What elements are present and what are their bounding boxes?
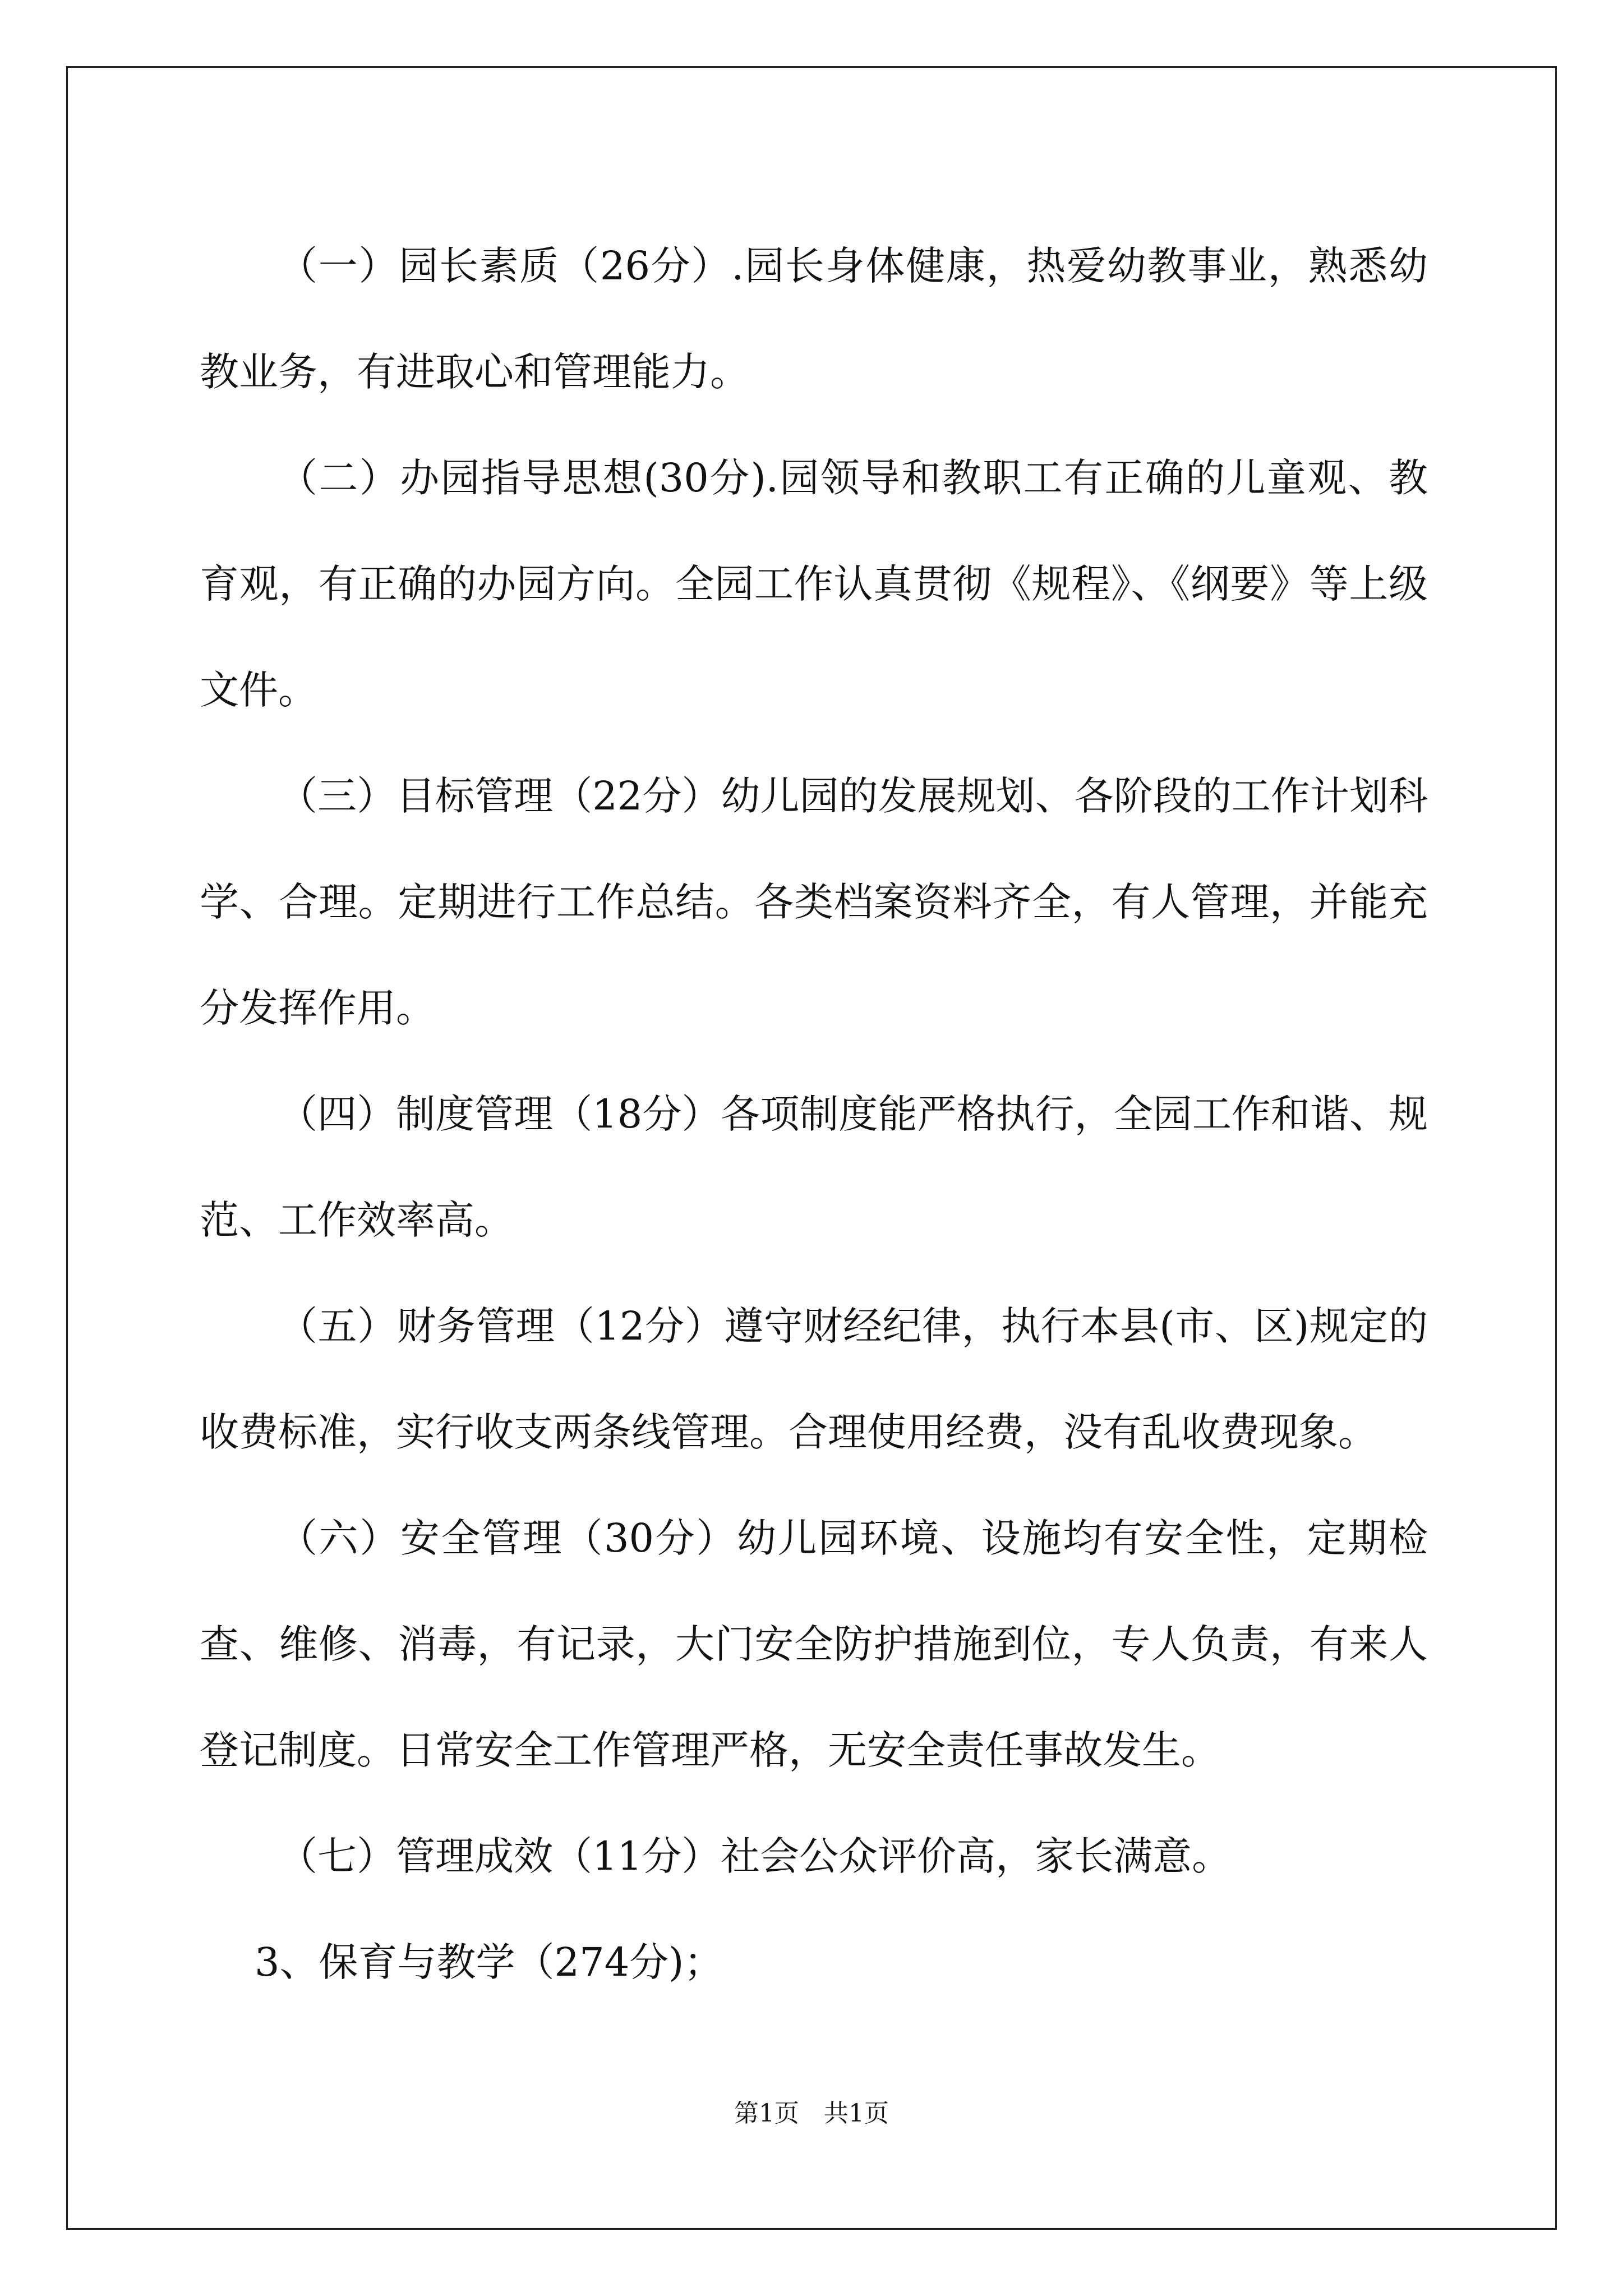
page-total: 共1页 (824, 2099, 889, 2128)
paragraph-care-and-teaching: 3、保育与教学（274分)； (255, 1939, 723, 1985)
paragraph-financial-management: （五）财务管理（12分）遵守财经纪律，执行本县(市、区)规定的收费标准，实行收支两条线管理。合理使用经费，没有乱收费现象。 (200, 1303, 1428, 1455)
paragraph-management-results: （七）管理成效（11分）社会公众评价高，家长满意。 (278, 1833, 1232, 1879)
paragraph-safety-management: （六）安全管理（30分）幼儿园环境、设施均有安全性，定期检查、维修、消毒，有记录，大门安全防护措施到位，专人负责，有来人登记制度。日常安全工作管理严格，无安全责任事故发生。 (200, 1515, 1428, 1773)
document-body (200, 213, 1428, 2016)
paragraph-guiding-philosophy: （二）办园指导思想(30分).园领导和教职工有正确的儿童观、教育观，有正确的办园方向。全园工作认真贯彻《规程》、《纲要》等上级文件。 (200, 455, 1428, 713)
page-number: 第1页 (734, 2099, 799, 2128)
page-footer (0, 2097, 1623, 2131)
paragraph-goal-management: （三）目标管理（22分）幼儿园的发展规划、各阶段的工作计划科学、合理。定期进行工作总结。各类档案资料齐全，有人管理，并能充分发挥作用。 (200, 773, 1428, 1031)
paragraph-principal-quality: （一）园长素质（26分）.园长身体健康，热爱幼教事业，熟悉幼教业务，有进取心和管理能力。 (200, 243, 1428, 395)
paragraph-system-management: （四）制度管理（18分）各项制度能严格执行，全园工作和谐、规范、工作效率高。 (200, 1091, 1428, 1243)
